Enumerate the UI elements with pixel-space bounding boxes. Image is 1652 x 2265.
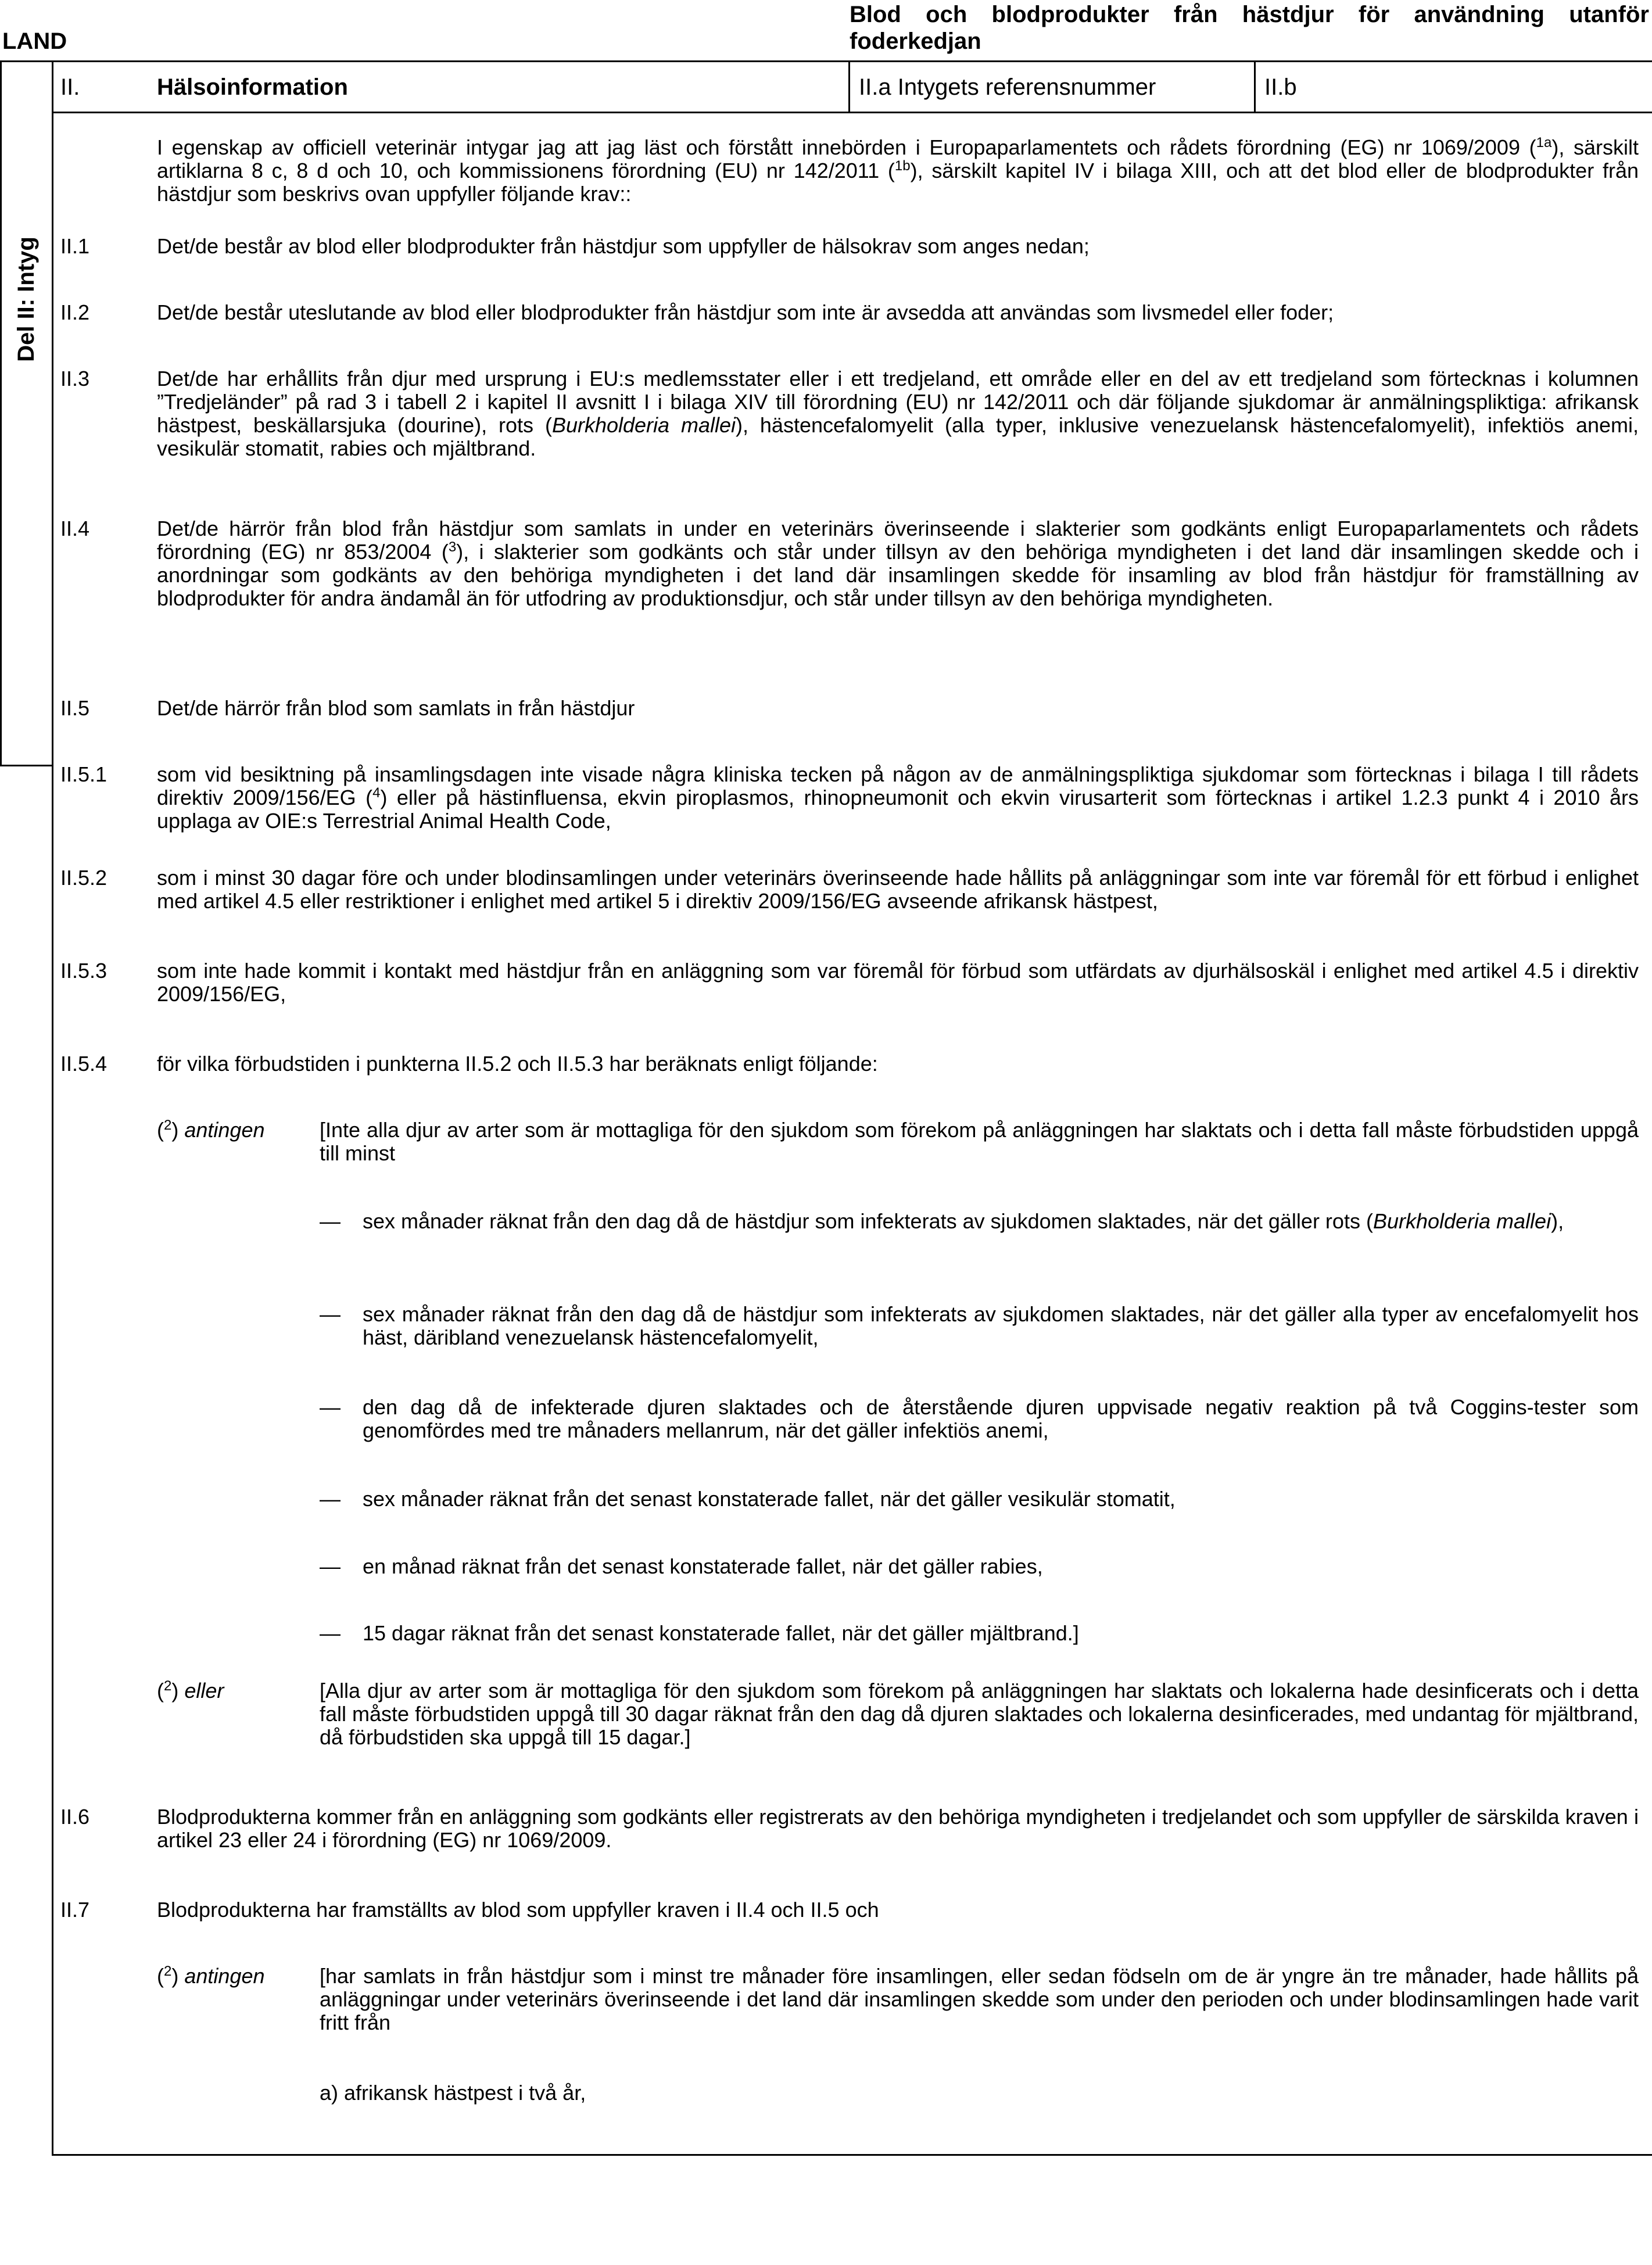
- dash-item: [320, 1488, 1639, 1511]
- text-run: sex månader räknat från det senast konstaterade fallet, när det gäller vesikulär stomatit,: [363, 1487, 1176, 1511]
- item-number: II.3: [60, 367, 90, 390]
- italic-term: Burkholderia mallei: [551, 413, 736, 437]
- certificate-title: Blod och blodprodukter från hästdjur för användning utanför foderkedjan: [850, 2, 1649, 54]
- item-text: Det/de består av blod eller blodprodukter från hästdjur som uppfyller de hälsokrav som anges nedan;: [157, 234, 1090, 258]
- ref-col-rule: [848, 60, 850, 113]
- bottom-rule: [52, 2154, 1652, 2156]
- option-marker: ($^2$) antingen: [157, 1117, 265, 1142]
- option-text: [Inte alla djur av arter som är mottagliga för den sjukdom som förekom på anläggningen har slaktats och i detta fall måste förbudstiden uppgå till minst: [320, 1118, 1639, 1165]
- item-number: II.7: [60, 1898, 90, 1922]
- dash-item: [320, 1303, 1639, 1349]
- intro-paragraph: [157, 136, 1639, 206]
- text-run: ), hästencefalomyelit (alla typer, inklusive venezuelansk hästencefalomyelit), infektiös anemi, vesikulär stomatit, rabies och mjältbrand.: [157, 413, 1639, 460]
- left-outer-rule: [0, 60, 2, 766]
- country-label: LAND: [2, 28, 67, 54]
- item-number: II.5.1: [60, 762, 107, 786]
- text-run: ) eller på hästinfluensa, ekvin piroplasmos, rhinopneumonit och ekvin virusarterit som förtecknas i artikel 1.2.3 punkt 4 i 2010 års upplaga av OIE:s Terrestrial Animal Health Code,: [157, 786, 1639, 833]
- side-label: Del II: Intyg: [13, 236, 39, 362]
- item-text: [157, 763, 1639, 833]
- sub-item-a: a) afrikansk hästpest i två år,: [320, 2081, 586, 2105]
- item-text: som i minst 30 dagar före och under blodinsamlingen under veterinärs överinseende hade hållits på anläggningar som inte var föremål för ett förbud i enlighet med artikel 4.5 eller restriktioner i enlighet med artikel 5 i direktiv 2009/156/EG avseende afrikansk hästpest,: [157, 866, 1639, 913]
- dash-item: [320, 1210, 1639, 1233]
- dash-item: [320, 1622, 1639, 1645]
- dash-bullet: —: [320, 1487, 341, 1511]
- dash-bullet: —: [320, 1302, 341, 1326]
- item-text: Det/de består uteslutande av blod eller blodprodukter från hästdjur som inte är avsedda att användas som livsmedel eller foder;: [157, 300, 1334, 324]
- text-run: en månad räknat från det senast konstaterade fallet, när det gäller rabies,: [363, 1554, 1043, 1578]
- item-number: II.6: [60, 1805, 90, 1829]
- option-text: [Alla djur av arter som är mottagliga för den sjukdom som förekom på anläggningen har slaktats och lokalerna hade desinficerats och i detta fall måste förbudstiden uppgå till 30 dagar räknat från den dag då djuren slaktades och lokalerna desinficerades, med undantag för mjältbrand, då förbudstiden ska uppgå till 15 dagar.]: [320, 1679, 1639, 1749]
- intro-text-2: ), särskilt artiklarna 8 c, 8 d och 10, och kommissionens förordning (EU) nr 142/2011 (: [157, 135, 1639, 182]
- section-title: Hälsoinformation: [157, 74, 348, 100]
- text-run: ),: [1551, 1209, 1564, 1233]
- reference-number-label: II.a Intygets referensnummer: [859, 74, 1156, 100]
- top-rule: [0, 60, 1652, 62]
- option-word: antingen: [184, 1964, 265, 1988]
- dash-bullet: —: [320, 1554, 341, 1578]
- section-left-rule: [52, 60, 53, 2156]
- item-number: II.2: [60, 300, 90, 324]
- dash-bullet: —: [320, 1621, 341, 1645]
- option-text: [har samlats in från hästdjur som i minst tre månader före insamlingen, eller sedan födseln om de är yngre än tre månader, hade hållits på anläggningar under veterinärs överinseende i det land där insamlingen skedde som under den perioden och under blodinsamlingen hade varit fritt från: [320, 1964, 1639, 2034]
- item-number: II.5.2: [60, 866, 107, 890]
- footnote-ref: 1a: [1536, 135, 1552, 150]
- item-number: II.4: [60, 517, 90, 540]
- dash-item: [320, 1555, 1639, 1578]
- dash-item: [320, 1396, 1639, 1442]
- italic-term: Burkholderia mallei: [1373, 1209, 1551, 1233]
- item-number: II.5: [60, 696, 90, 720]
- side-bottom-rule: [0, 765, 53, 766]
- footnote-ref: 3: [448, 539, 457, 555]
- iib-col-rule: [1254, 60, 1256, 113]
- iib-label: II.b: [1264, 74, 1297, 100]
- text-run: 15 dagar räknat från det senast konstaterade fallet, när det gäller mjältbrand.]: [363, 1621, 1079, 1645]
- footnote-ref: 2: [164, 1963, 172, 1979]
- text-run: sex månader räknat från den dag då de hästdjur som infekterats av sjukdomen slaktades, när det gäller rots (: [363, 1209, 1373, 1233]
- text-run: den dag då de infekterade djuren slaktades och de återstående djuren uppvisade negativ reaktion på två Coggins-tester som genomfördes med tre månaders mellanrum, när det gäller infektiös anemi,: [363, 1395, 1639, 1442]
- item-text: för vilka förbudstiden i punkterna II.5.2 och II.5.3 har beräknats enligt följande:: [157, 1052, 878, 1076]
- item-text: Blodprodukterna har framställts av blod som uppfyller kraven i II.4 och II.5 och: [157, 1898, 879, 1922]
- item-text: som inte hade kommit i kontakt med hästdjur från en anläggning som var föremål för förbud som utfärdats av djurhälsoskäl i enlighet med artikel 4.5 i direktiv 2009/156/EG,: [157, 959, 1639, 1006]
- option-word: eller: [184, 1679, 224, 1703]
- text-run: Det/de härrör från blod från hästdjur som samlats in under en veterinärs överinseende i slakterier som godkänts enligt Europaparlamentets och rådets förordning (EG) nr 853/2004 (: [157, 517, 1639, 564]
- intro-text-1: I egenskap av officiell veterinär intygar jag att jag läst och förstått innebörden i Europaparlamentets och rådets förordning (EG) nr 1069/2009 (: [157, 135, 1536, 159]
- footnote-ref: 1b: [894, 158, 911, 174]
- item-number: II.5.4: [60, 1052, 107, 1076]
- dash-bullet: —: [320, 1209, 341, 1233]
- header-row-rule: [52, 112, 1652, 113]
- section-number: II.: [60, 74, 80, 100]
- text-run: sex månader räknat från den dag då de hästdjur som infekterats av sjukdomen slaktades, när det gäller alla typer av encefalomyelit hos häst, däribland venezuelansk hästencefalomyelit,: [363, 1302, 1639, 1349]
- intro-text-3: ), särskilt kapitel IV i bilaga XIII, och att det blod eller de blodprodukter från hästdjur som beskrivs ovan uppfyller följande krav::: [157, 159, 1639, 206]
- footnote-ref: 2: [164, 1678, 172, 1694]
- text-run: som vid besiktning på insamlingsdagen inte visade några kliniska tecken på någon av de anmälningspliktiga sjukdomar som förtecknas i bilaga I till rådets direktiv 2009/156/EG (: [157, 762, 1639, 809]
- item-number: II.5.3: [60, 959, 107, 983]
- item-text: Blodprodukterna kommer från en anläggning som godkänts eller registrerats av den behöriga myndigheten i tredjelandet och som uppfyller de särskilda kraven i artikel 23 eller 24 i förordning (EG) nr 1069/2009.: [157, 1805, 1639, 1852]
- option-marker: ($^2$) antingen: [157, 1963, 265, 1988]
- text-run: ), i slakterier som godkänts och står under tillsyn av den behöriga myndigheten i det land där insamlingen skedde och i anordningar som godkänts av den behöriga myndigheten i det land där insamlingen skedde för insamling av blod från hästdjur för framställning av blodprodukter för andra ändamål än för utfodring av produktionsdjur, och står under tillsyn av den behöriga myndigheten.: [157, 540, 1639, 610]
- item-text: [157, 517, 1639, 610]
- item-text: Det/de härrör från blod som samlats in från hästdjur: [157, 696, 635, 720]
- text-run: Det/de har erhållits från djur med ursprung i EU:s medlemsstater eller i ett tredjeland, ett område eller en del av ett tredjeland som förtecknas i kolumnen ”Tredjeländer” på rad 3 i tabell 2 i kapitel II avsnitt I i bilaga XIV till förordning (EU) nr 142/2011 och där följande sjukdomar är anmälningspliktiga: afrikansk hästpest, beskällarsjuka (dourine), rots (: [157, 367, 1639, 437]
- item-number: II.1: [60, 234, 90, 258]
- option-marker: ($^2$) eller: [157, 1678, 224, 1703]
- footnote-ref: 4: [372, 785, 381, 801]
- footnote-ref: 2: [164, 1117, 172, 1133]
- item-text: [157, 367, 1639, 460]
- option-word: antingen: [184, 1118, 265, 1142]
- dash-bullet: —: [320, 1395, 341, 1419]
